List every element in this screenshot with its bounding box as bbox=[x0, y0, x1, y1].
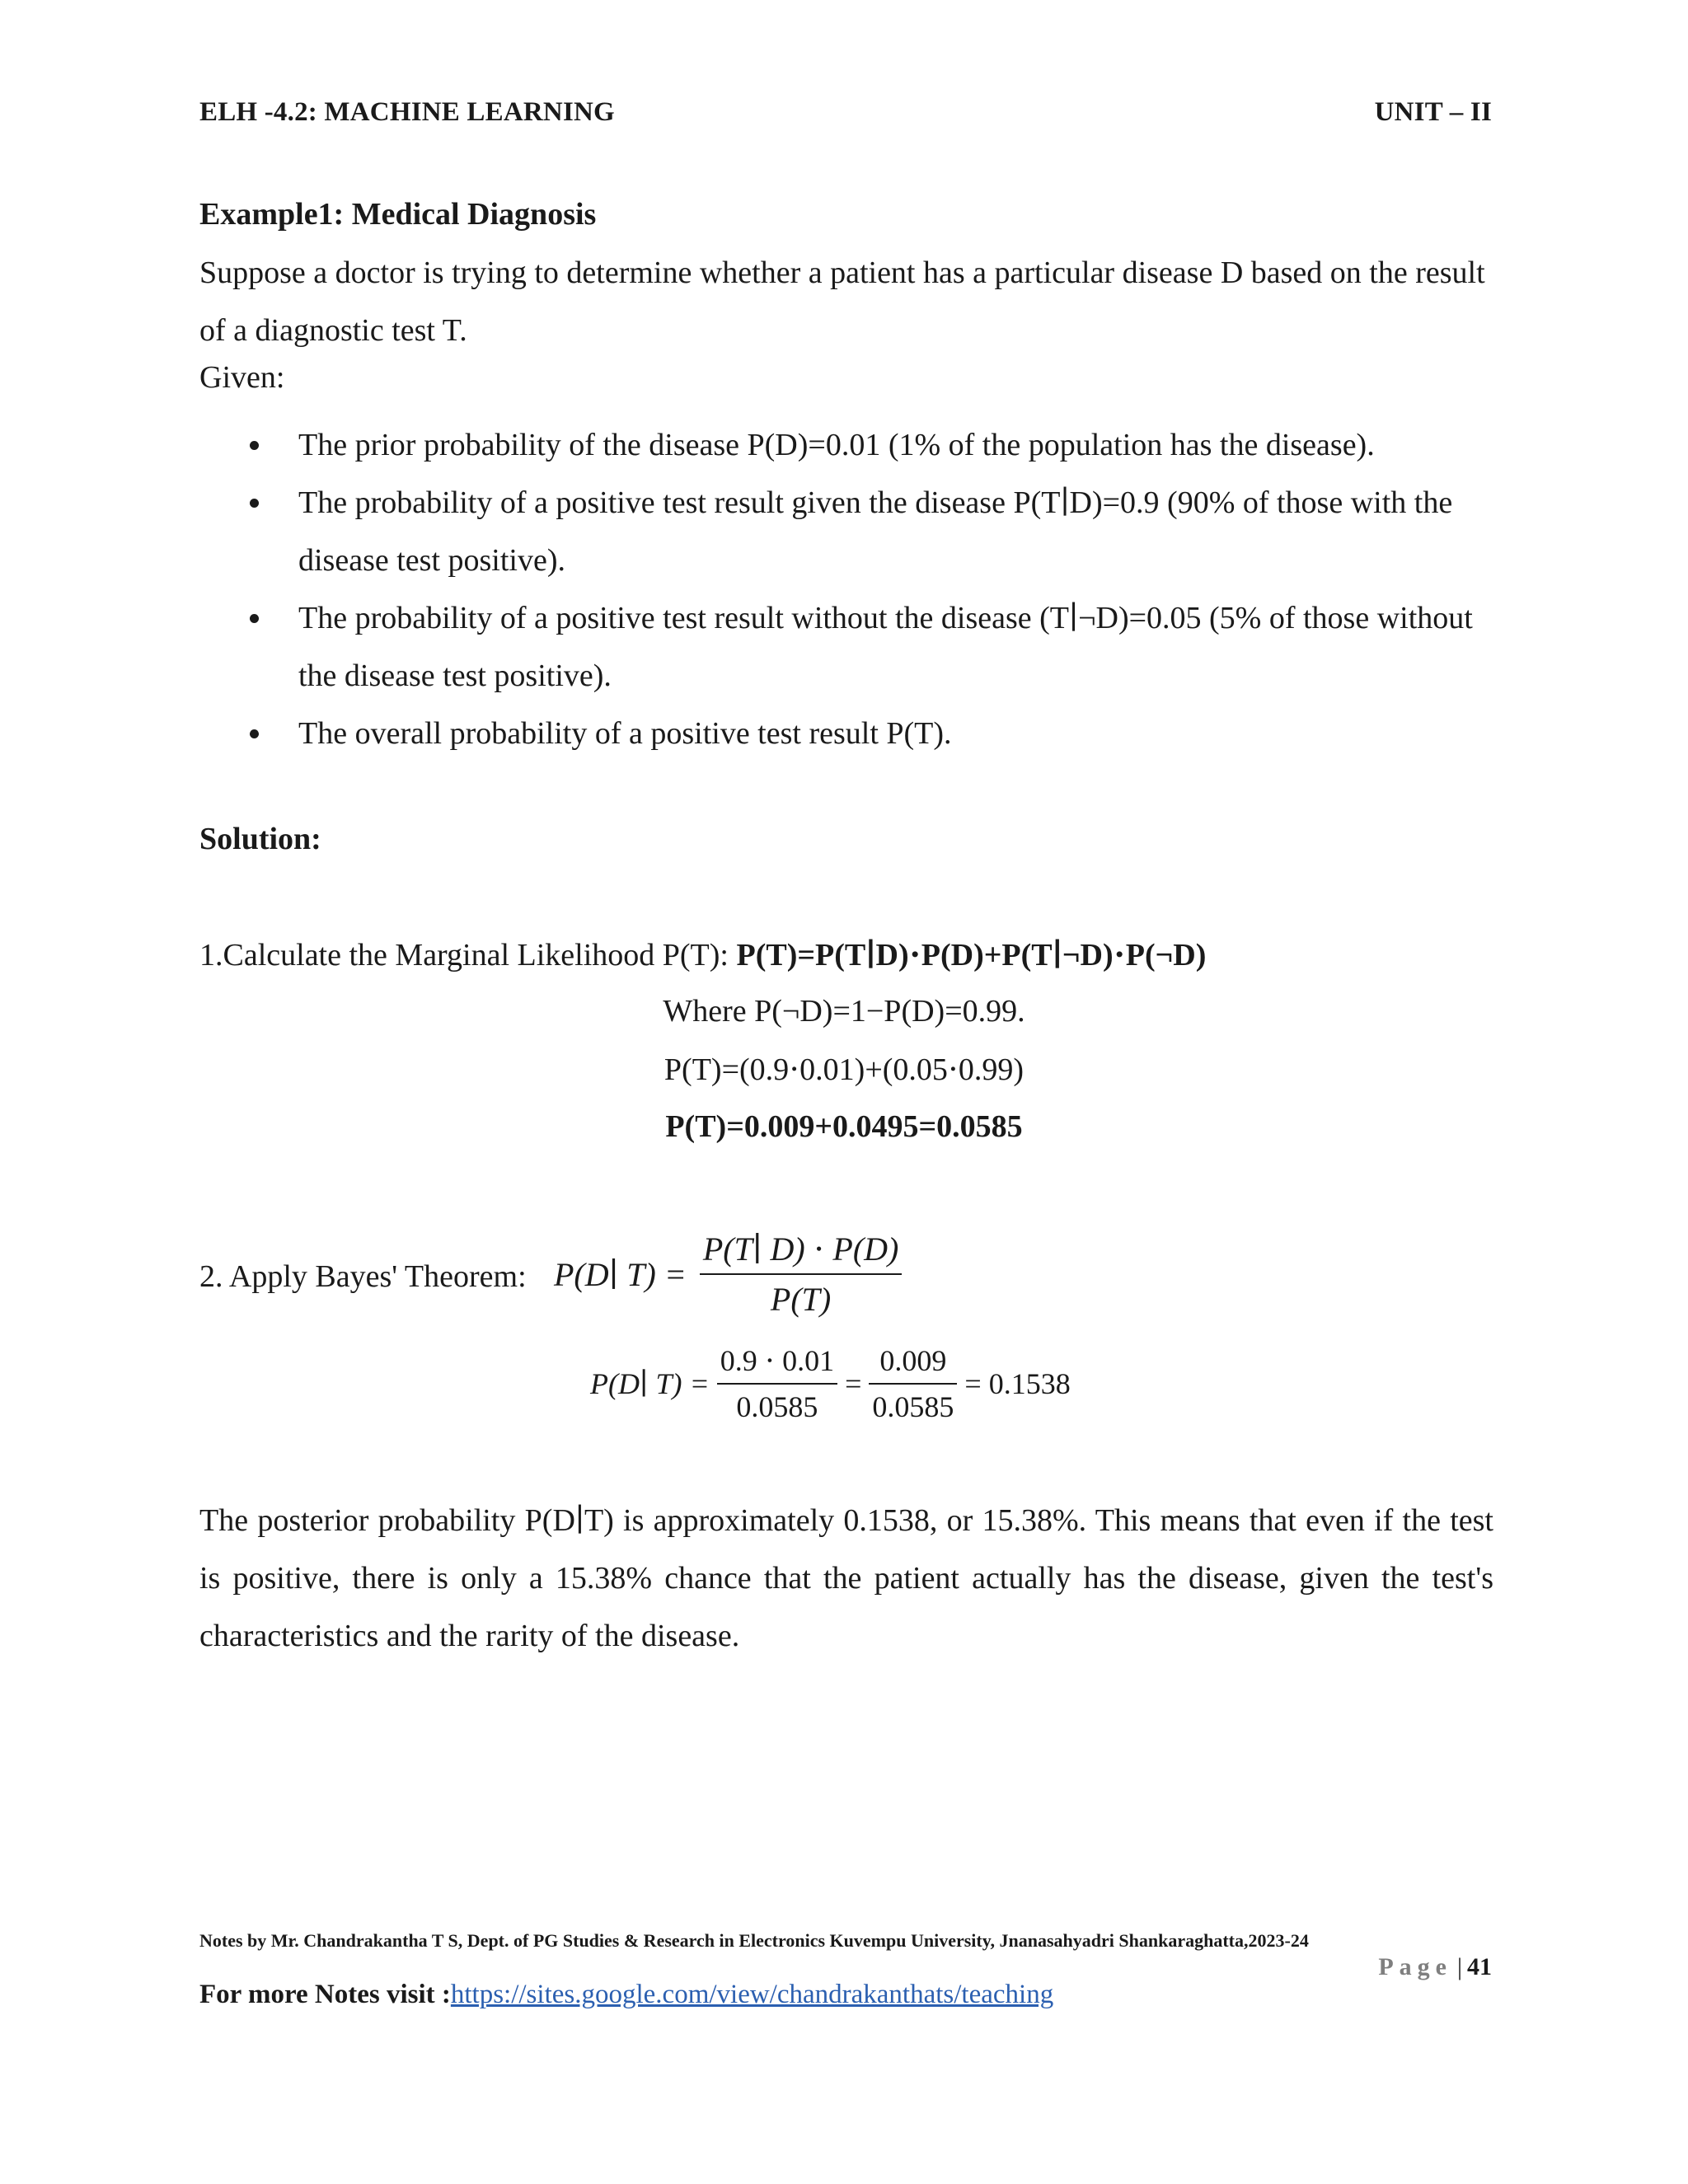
bayes-lhs: P(D∣ T) = bbox=[554, 1255, 687, 1293]
page-number-value: 41 bbox=[1467, 1953, 1492, 1980]
list-item: The probability of a positive test result given the disease P(T∣D)=0.9 (90% of those with the disease test positive). bbox=[199, 474, 1502, 589]
bullet-icon bbox=[250, 499, 259, 508]
page-label: Page bbox=[1378, 1953, 1452, 1980]
computation-lhs: P(D∣ T) = bbox=[590, 1367, 710, 1400]
header-unit: UNIT – II bbox=[1374, 97, 1492, 127]
fraction-1-numerator: 0.9 ⋅ 0.01 bbox=[720, 1344, 835, 1377]
list-item: The prior probability of the disease P(D)=0.01 (1% of the population has the disease). bbox=[199, 416, 1502, 474]
bullet-icon bbox=[250, 729, 259, 738]
step1-line bbox=[199, 935, 1206, 973]
fraction-2-numerator: 0.009 bbox=[879, 1344, 947, 1377]
example-title: Example1: Medical Diagnosis bbox=[199, 197, 597, 232]
computation-fraction-1 bbox=[717, 1343, 837, 1424]
bayes-formula bbox=[554, 1230, 902, 1319]
bullet-icon bbox=[250, 441, 259, 450]
bayes-computation bbox=[590, 1343, 1071, 1424]
fraction-1-denominator: 0.0585 bbox=[736, 1390, 818, 1423]
footer-visit bbox=[199, 1980, 1053, 2010]
fraction-2-denominator: 0.0585 bbox=[872, 1390, 954, 1423]
step2-text: 2. Apply Bayes' Theorem: bbox=[199, 1259, 527, 1294]
bullet-icon bbox=[250, 614, 259, 623]
step1-formula: P(T)=P(T∣D)⋅P(D)+P(T∣¬D)⋅P(¬D) bbox=[736, 938, 1207, 972]
list-item: The overall probability of a positive test result P(T). bbox=[199, 705, 1502, 762]
step1-where: Where P(¬D)=1−P(D)=0.99. bbox=[663, 994, 1025, 1029]
solution-heading: Solution: bbox=[199, 822, 321, 856]
equals-sign: = bbox=[845, 1367, 862, 1400]
page-separator: | bbox=[1456, 1953, 1462, 1980]
computation-fraction-2 bbox=[869, 1343, 957, 1424]
notes-link[interactable]: https://sites.google.com/view/chandrakanthats/teaching bbox=[450, 1980, 1054, 2009]
bayes-denominator: P(T) bbox=[770, 1281, 832, 1318]
page-number bbox=[1378, 1953, 1492, 1981]
visit-label: For more Notes visit : bbox=[199, 1980, 451, 2009]
given-list bbox=[199, 416, 1502, 762]
step1-substitution: P(T)=(0.9⋅0.01)+(0.05⋅0.99) bbox=[663, 1052, 1025, 1087]
step1-text: 1.Calculate the Marginal Likelihood P(T): bbox=[199, 938, 737, 972]
bayes-fraction bbox=[700, 1230, 903, 1319]
step1-result: P(T)=0.009+0.0495=0.0585 bbox=[665, 1109, 1023, 1144]
given-label: Given: bbox=[199, 360, 285, 395]
footer-notes: Notes by Mr. Chandrakantha T S, Dept. of PG Studies & Research in Electronics Kuvempu University, Jnanasahyadri Shankaraghatta,2023-24 bbox=[199, 1930, 1309, 1951]
header-course: ELH -4.2: MACHINE LEARNING bbox=[199, 97, 615, 127]
bayes-numerator: P(T∣ D) ⋅ P(D) bbox=[702, 1230, 899, 1268]
list-item: The probability of a positive test result without the disease (T∣¬D)=0.05 (5% of those without the disease test positive). bbox=[199, 589, 1502, 705]
conclusion-paragraph: The posterior probability P(D∣T) is approximately 0.1538, or 15.38%. This means that even if the test is positive, there is only a 15.38% chance that the patient actually has the disease, given the test's characteristics and the rarity of the disease. bbox=[199, 1503, 1493, 1653]
example-intro: Suppose a doctor is trying to determine whether a patient has a particular disease D based on the result of a diagnostic test T. bbox=[199, 255, 1485, 348]
computation-result: = 0.1538 bbox=[964, 1367, 1071, 1400]
